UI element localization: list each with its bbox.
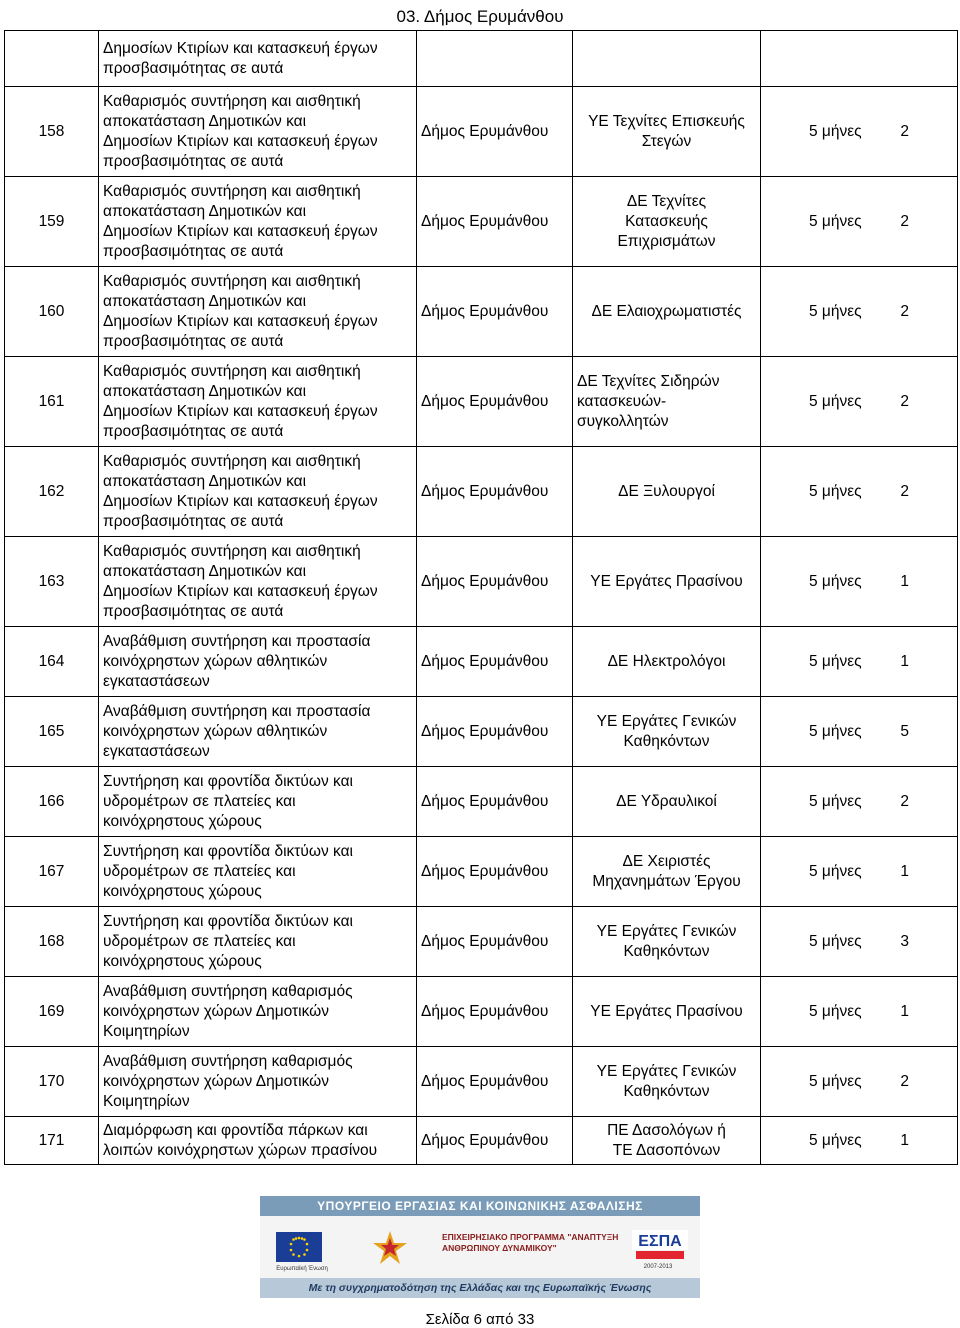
specialty-line: Επιχρισμάτων — [617, 232, 716, 250]
logos-strip — [260, 1216, 700, 1278]
page-title: 03. Δήμος Ερυμάνθου — [396, 7, 564, 26]
duration: 5 μήνες — [809, 722, 862, 740]
description-line: Καθαρισμός συντήρηση και αισθητική — [103, 362, 361, 380]
espa-logo-icon — [632, 1230, 688, 1260]
description-line: υδρομέτρων σε πλατείες και — [103, 862, 296, 880]
specialty-line: ΥΕ Εργάτες Πρασίνου — [590, 572, 743, 590]
positions-count: 1 — [900, 1002, 909, 1020]
project-description — [99, 907, 417, 977]
specialty-line: ΥΕ Εργάτες Γενικών — [596, 922, 737, 940]
specialty-line: ΔΕ Ηλεκτρολόγοι — [607, 652, 726, 670]
positions-count: 5 — [900, 722, 909, 740]
specialty-line: ΔΕ Χειριστές — [622, 852, 711, 870]
project-description — [99, 627, 417, 697]
duration-and-count — [761, 87, 958, 177]
description-line: προσβασιμότητας σε αυτά — [103, 512, 284, 530]
description-line: Δημοσίων Κτιρίων και κατασκευή έργων — [103, 402, 378, 420]
duration-and-count — [761, 267, 958, 357]
description-line: Συντήρηση και φροντίδα δικτύων και — [103, 912, 353, 930]
specialty-line: ΔΕ Ξυλουργοί — [618, 482, 715, 500]
positions-count: 2 — [900, 1072, 909, 1090]
description-line: κοινόχρηστους χώρους — [103, 812, 262, 830]
project-description — [99, 537, 417, 627]
description-line: Δημοσίων Κτιρίων και κατασκευή έργων — [103, 132, 378, 150]
table-row — [5, 697, 958, 767]
eu-flag-icon — [276, 1232, 322, 1262]
specialty-line: συγκολλητών — [577, 412, 669, 430]
positions-count: 1 — [900, 652, 909, 670]
table-row — [5, 907, 958, 977]
specialty-line: κατασκευών- — [577, 392, 667, 410]
description-line: προσβασιμότητας σε αυτά — [103, 59, 284, 77]
specialty — [573, 1117, 761, 1165]
program-name: ΕΠΙΧΕΙΡΗΣΙΑΚΟ ΠΡΟΓΡΑΜΜΑ "ΑΝΑΠΤΥΞΗ ΑΝΘΡΩΠΙΝΟΥ ΔΥΝΑΜΙΚΟΥ" — [442, 1232, 619, 1253]
row-number: 162 — [5, 447, 99, 537]
organization: Δήμος Ερυμάνθου — [417, 447, 573, 537]
description-line: προσβασιμότητας σε αυτά — [103, 152, 284, 170]
organization: Δήμος Ερυμάνθου — [417, 537, 573, 627]
description-line: αποκατάσταση Δημοτικών και — [103, 472, 307, 490]
specialty-line: ΔΕ Τεχνίτες Σιδηρών — [577, 372, 720, 390]
description-line: Καθαρισμός συντήρηση και αισθητική — [103, 542, 361, 560]
table-row — [5, 1117, 958, 1165]
description-line: Αναβάθμιση συντήρηση καθαρισμός — [103, 982, 353, 1000]
description-line: κοινόχρηστων χώρων Δημοτικών — [103, 1072, 330, 1090]
duration-and-count — [761, 1047, 958, 1117]
specialty-line: ΔΕ Ελαιοχρωματιστές — [591, 302, 742, 320]
description-line: αποκατάσταση Δημοτικών και — [103, 112, 307, 130]
svg-text:ΕΣΠΑ: ΕΣΠΑ — [638, 1233, 682, 1250]
eu-caption: Ευρωπαϊκή Ένωση — [276, 1266, 328, 1272]
organization: Δήμος Ερυμάνθου — [417, 1117, 573, 1165]
project-description — [99, 697, 417, 767]
description-line: Δημοσίων Κτιρίων και κατασκευή έργων — [103, 222, 378, 240]
duration: 5 μήνες — [809, 122, 862, 140]
duration-and-count — [761, 177, 958, 267]
specialty-line: Μηχανημάτων Έργου — [592, 872, 741, 890]
specialty — [573, 627, 761, 697]
description-line: υδρομέτρων σε πλατείες και — [103, 932, 296, 950]
organization: Δήμος Ερυμάνθου — [417, 697, 573, 767]
specialty — [573, 697, 761, 767]
organization: Δήμος Ερυμάνθου — [417, 357, 573, 447]
espa-years: 2007-2013 — [643, 1264, 673, 1270]
description-line: κοινόχρηστους χώρους — [103, 952, 262, 970]
ministry-label: ΥΠΟΥΡΓΕΙΟ ΕΡΓΑΣΙΑΣ ΚΑΙ ΚΟΙΝΩΝΙΚΗΣ ΑΣΦΑΛΙΣΗΣ — [260, 1196, 700, 1216]
positions-count: 2 — [900, 302, 909, 320]
description-line: κοινόχρηστων χώρων αθλητικών — [103, 722, 328, 740]
positions-count: 2 — [900, 792, 909, 810]
project-description — [99, 837, 417, 907]
duration: 5 μήνες — [809, 212, 862, 230]
description-line: προσβασιμότητας σε αυτά — [103, 602, 284, 620]
specialty-line: Στεγών — [641, 132, 692, 150]
description-line: Δημοσίων Κτιρίων και κατασκευή έργων — [103, 582, 378, 600]
page-number: Σελίδα 6 από 33 — [425, 1311, 535, 1328]
project-description — [99, 87, 417, 177]
project-description — [99, 1047, 417, 1117]
row-number: 164 — [5, 627, 99, 697]
row-number: 170 — [5, 1047, 99, 1117]
table-row — [5, 767, 958, 837]
description-line: προσβασιμότητας σε αυτά — [103, 422, 284, 440]
description-line: αποκατάσταση Δημοτικών και — [103, 382, 307, 400]
row-number: 160 — [5, 267, 99, 357]
description-line: κοινόχρηστων χώρων Δημοτικών — [103, 1002, 330, 1020]
description-line: Καθαρισμός συντήρηση και αισθητική — [103, 182, 361, 200]
description-line: Αναβάθμιση συντήρηση καθαρισμός — [103, 1052, 353, 1070]
duration: 5 μήνες — [809, 572, 862, 590]
duration-and-count — [761, 31, 958, 87]
duration-and-count — [761, 977, 958, 1047]
row-number: 171 — [5, 1117, 99, 1165]
specialty — [573, 177, 761, 267]
row-number: 166 — [5, 767, 99, 837]
description-line: Δημοσίων Κτιρίων και κατασκευή έργων — [103, 312, 378, 330]
table-row — [5, 447, 958, 537]
positions-count: 2 — [900, 392, 909, 410]
organization — [417, 31, 573, 87]
description-line: Συντήρηση και φροντίδα δικτύων και — [103, 842, 353, 860]
table-row — [5, 537, 958, 627]
specialty — [573, 767, 761, 837]
specialty-line: Κατασκευής — [625, 212, 708, 230]
specialty — [573, 977, 761, 1047]
duration: 5 μήνες — [809, 1131, 862, 1149]
table-row — [5, 177, 958, 267]
specialty — [573, 447, 761, 537]
specialty-line: ΔΕ Υδραυλικοί — [616, 792, 717, 810]
row-number: 163 — [5, 537, 99, 627]
organization: Δήμος Ερυμάνθου — [417, 177, 573, 267]
row-number — [5, 31, 99, 87]
project-description — [99, 267, 417, 357]
cofunding-text: Με τη συγχρηματοδότηση της Ελλάδας και της Ευρωπαϊκής Ένωσης — [260, 1278, 700, 1298]
duration: 5 μήνες — [809, 1072, 862, 1090]
description-line: λοιπών κοινόχρηστων χώρων πρασίνου — [103, 1141, 378, 1159]
description-line: Αναβάθμιση συντήρηση και προστασία — [103, 632, 371, 650]
specialty — [573, 907, 761, 977]
description-line: υδρομέτρων σε πλατείες και — [103, 792, 296, 810]
organization: Δήμος Ερυμάνθου — [417, 267, 573, 357]
description-line: Κοιμητηρίων — [103, 1022, 190, 1040]
specialty-line: ΥΕ Εργάτες Γενικών — [596, 712, 737, 730]
description-line: Συντήρηση και φροντίδα δικτύων και — [103, 772, 353, 790]
specialty-line: ΥΕ Εργάτες Πρασίνου — [590, 1002, 743, 1020]
description-line: Αναβάθμιση συντήρηση και προστασία — [103, 702, 371, 720]
description-line: αποκατάσταση Δημοτικών και — [103, 292, 307, 310]
duration-and-count — [761, 627, 958, 697]
specialty-line: ΤΕ Δασοπόνων — [612, 1141, 721, 1159]
duration: 5 μήνες — [809, 302, 862, 320]
row-number: 167 — [5, 837, 99, 907]
duration-and-count — [761, 907, 958, 977]
specialty — [573, 31, 761, 87]
description-line: Καθαρισμός συντήρηση και αισθητική — [103, 272, 361, 290]
organization: Δήμος Ερυμάνθου — [417, 837, 573, 907]
positions-count: 1 — [900, 572, 909, 590]
duration: 5 μήνες — [809, 392, 862, 410]
description-line: Διαμόρφωση και φροντίδα πάρκων και — [103, 1121, 368, 1139]
project-description — [99, 31, 417, 87]
table-row — [5, 357, 958, 447]
positions-count: 1 — [900, 1131, 909, 1149]
organization: Δήμος Ερυμάνθου — [417, 87, 573, 177]
description-line: προσβασιμότητας σε αυτά — [103, 332, 284, 350]
table-row — [5, 31, 958, 87]
positions-count: 2 — [900, 482, 909, 500]
specialty-line: Καθηκόντων — [623, 942, 710, 960]
description-line: Καθαρισμός συντήρηση και αισθητική — [103, 92, 361, 110]
row-number: 158 — [5, 87, 99, 177]
organization: Δήμος Ερυμάνθου — [417, 977, 573, 1047]
duration-and-count — [761, 537, 958, 627]
table-row — [5, 267, 958, 357]
positions-count: 2 — [900, 122, 909, 140]
description-line: κοινόχρηστων χώρων αθλητικών — [103, 652, 328, 670]
specialty — [573, 837, 761, 907]
specialty-line: ΥΕ Εργάτες Γενικών — [596, 1062, 737, 1080]
description-line: κοινόχρηστους χώρους — [103, 882, 262, 900]
project-description — [99, 977, 417, 1047]
specialty — [573, 357, 761, 447]
organization: Δήμος Ερυμάνθου — [417, 767, 573, 837]
specialty-line: ΠΕ Δασολόγων ή — [607, 1121, 726, 1139]
description-line: Κοιμητηρίων — [103, 1092, 190, 1110]
duration: 5 μήνες — [809, 482, 862, 500]
duration-and-count — [761, 357, 958, 447]
table-row — [5, 627, 958, 697]
table-row — [5, 87, 958, 177]
organization: Δήμος Ερυμάνθου — [417, 627, 573, 697]
description-line: Καθαρισμός συντήρηση και αισθητική — [103, 452, 361, 470]
row-number: 168 — [5, 907, 99, 977]
row-number: 165 — [5, 697, 99, 767]
table-row — [5, 977, 958, 1047]
duration: 5 μήνες — [809, 652, 862, 670]
specialty — [573, 267, 761, 357]
row-number: 161 — [5, 357, 99, 447]
duration-and-count — [761, 1117, 958, 1165]
table-body — [5, 31, 958, 1165]
cofunding-banner — [260, 1196, 700, 1306]
program-star-icon — [372, 1230, 408, 1266]
specialty-line: ΔΕ Τεχνίτες — [626, 192, 707, 210]
duration-and-count — [761, 767, 958, 837]
project-description — [99, 1117, 417, 1165]
description-line: προσβασιμότητας σε αυτά — [103, 242, 284, 260]
specialty-line: Καθηκόντων — [623, 1082, 710, 1100]
specialty-line: Καθηκόντων — [623, 732, 710, 750]
positions-count: 3 — [900, 932, 909, 950]
positions-count: 2 — [900, 212, 909, 230]
specialty — [573, 87, 761, 177]
row-number: 159 — [5, 177, 99, 267]
organization: Δήμος Ερυμάνθου — [417, 1047, 573, 1117]
project-description — [99, 767, 417, 837]
description-line: εγκαταστάσεων — [103, 742, 210, 760]
duration-and-count — [761, 697, 958, 767]
positions-count: 1 — [900, 862, 909, 880]
description-line: εγκαταστάσεων — [103, 672, 210, 690]
project-description — [99, 357, 417, 447]
project-description — [99, 447, 417, 537]
specialty — [573, 537, 761, 627]
description-line: αποκατάσταση Δημοτικών και — [103, 202, 307, 220]
row-number: 169 — [5, 977, 99, 1047]
project-description — [99, 177, 417, 267]
description-line: Δημοσίων Κτιρίων και κατασκευή έργων — [103, 492, 378, 510]
duration: 5 μήνες — [809, 792, 862, 810]
duration: 5 μήνες — [809, 862, 862, 880]
duration: 5 μήνες — [809, 1002, 862, 1020]
specialty-line: ΥΕ Τεχνίτες Επισκευής — [588, 112, 745, 130]
duration: 5 μήνες — [809, 932, 862, 950]
positions-table — [4, 30, 958, 1165]
table-row — [5, 1047, 958, 1117]
table-row — [5, 837, 958, 907]
specialty — [573, 1047, 761, 1117]
duration-and-count — [761, 837, 958, 907]
description-line: αποκατάσταση Δημοτικών και — [103, 562, 307, 580]
description-line: Δημοσίων Κτιρίων και κατασκευή έργων — [103, 39, 378, 57]
organization: Δήμος Ερυμάνθου — [417, 907, 573, 977]
duration-and-count — [761, 447, 958, 537]
